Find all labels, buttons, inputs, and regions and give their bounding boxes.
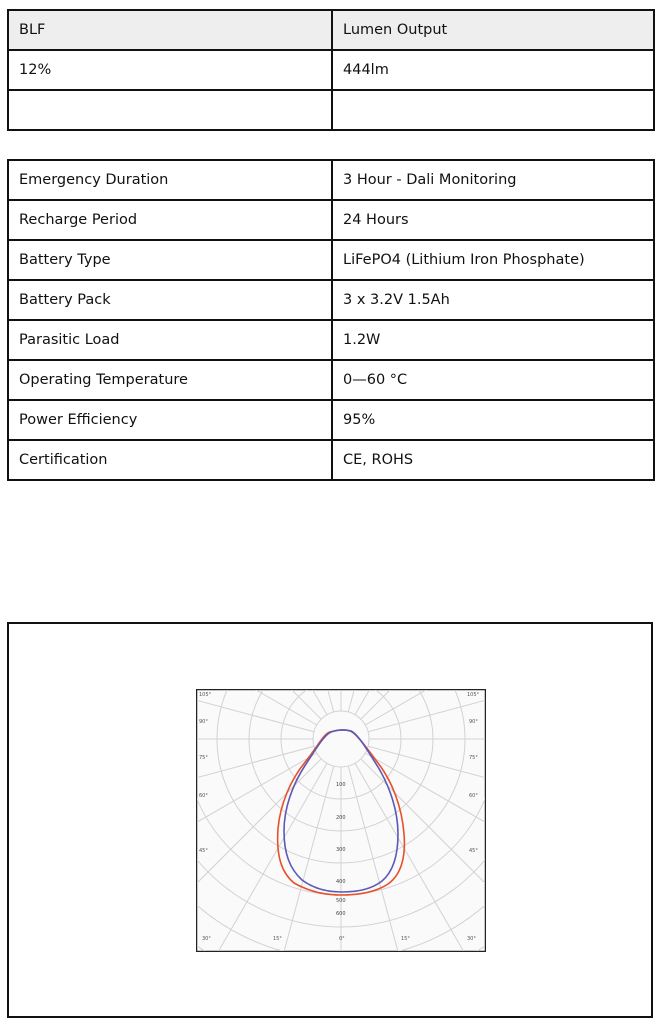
- spec-label: Emergency Duration: [8, 160, 332, 200]
- table-row: [8, 320, 654, 360]
- blf-lumen-table: [7, 9, 655, 131]
- table-row: [8, 440, 654, 480]
- spec-value: 95%: [332, 400, 654, 440]
- table-row: [8, 200, 654, 240]
- polar-light-distribution-diagram: [196, 689, 486, 952]
- spec-label: Recharge Period: [8, 200, 332, 240]
- radial-label-400: 400: [336, 879, 346, 885]
- angle-label-left-90: 90°: [199, 719, 208, 725]
- angle-label-right-45: 45°: [469, 848, 478, 854]
- light-distribution-frame: [7, 622, 653, 1018]
- angle-label-left-105: 105°: [199, 692, 212, 698]
- table-row: [8, 240, 654, 280]
- spec-value: 3 x 3.2V 1.5Ah: [332, 280, 654, 320]
- empty-cell: [332, 90, 654, 130]
- radial-label-300: 300: [336, 847, 346, 853]
- angle-label-right-90: 90°: [469, 719, 478, 725]
- spec-label: Battery Type: [8, 240, 332, 280]
- spec-value: 1.2W: [332, 320, 654, 360]
- table-row: [8, 400, 654, 440]
- angle-label-bottom-0: 0°: [339, 936, 345, 942]
- radial-label-200: 200: [336, 815, 346, 821]
- emergency-spec-table: [7, 159, 655, 481]
- spec-value: 3 Hour - Dali Monitoring: [332, 160, 654, 200]
- table-row: [8, 160, 654, 200]
- header-lumen-output: Lumen Output: [332, 10, 654, 50]
- spec-label: Power Efficiency: [8, 400, 332, 440]
- angle-label-bottom-15-right: 15°: [401, 936, 410, 942]
- angle-label-right-105: 105°: [467, 692, 480, 698]
- angle-label-bottom-15-left: 15°: [273, 936, 282, 942]
- spec-label: Battery Pack: [8, 280, 332, 320]
- angle-label-left-30: 30°: [202, 936, 211, 942]
- spec-value: 24 Hours: [332, 200, 654, 240]
- angle-label-right-75: 75°: [469, 755, 478, 761]
- spec-value: 0—60 °C: [332, 360, 654, 400]
- angle-label-left-45: 45°: [199, 848, 208, 854]
- spec-value: LiFePO4 (Lithium Iron Phosphate): [332, 240, 654, 280]
- lumen-output-value: 444lm: [332, 50, 654, 90]
- angle-label-left-75: 75°: [199, 755, 208, 761]
- radial-label-500: 500: [336, 898, 346, 904]
- table-header-row: [8, 10, 654, 50]
- angle-label-right-60: 60°: [469, 793, 478, 799]
- spec-label: Operating Temperature: [8, 360, 332, 400]
- header-blf: BLF: [8, 10, 332, 50]
- table-row-empty: [8, 90, 654, 130]
- radial-label-600: 600: [336, 911, 346, 917]
- table-row: [8, 280, 654, 320]
- table-row: [8, 360, 654, 400]
- angle-label-right-30: 30°: [467, 936, 476, 942]
- spec-label: Certification: [8, 440, 332, 480]
- radial-label-100: 100: [336, 782, 346, 788]
- blf-value: 12%: [8, 50, 332, 90]
- spec-label: Parasitic Load: [8, 320, 332, 360]
- spec-value: CE, ROHS: [332, 440, 654, 480]
- angle-label-left-60: 60°: [199, 793, 208, 799]
- table-row: [8, 50, 654, 90]
- empty-cell: [8, 90, 332, 130]
